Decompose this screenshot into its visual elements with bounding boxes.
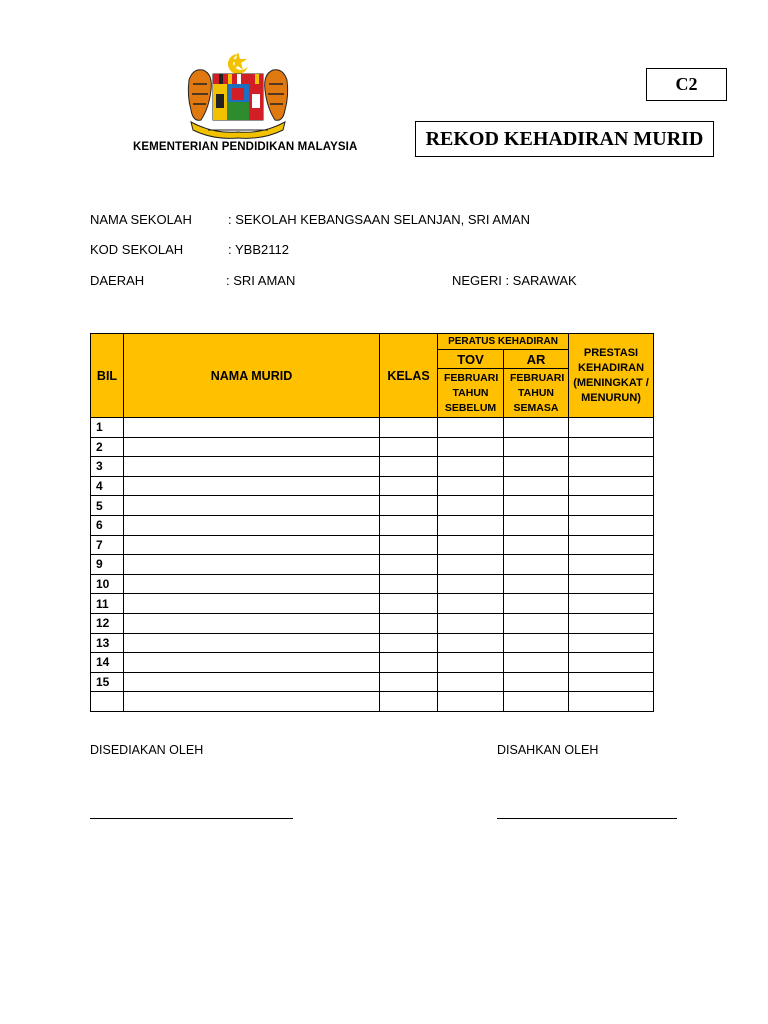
class-cell[interactable]	[380, 672, 438, 692]
table-row	[91, 437, 654, 457]
class-cell[interactable]	[380, 515, 438, 535]
student-name-cell[interactable]	[124, 672, 380, 692]
tov-cell[interactable]	[438, 476, 504, 496]
student-name-cell[interactable]	[124, 496, 380, 516]
performance-cell[interactable]	[569, 653, 654, 673]
coat-of-arms-logo	[183, 50, 293, 140]
ar-cell[interactable]	[504, 476, 569, 496]
performance-cell[interactable]	[569, 633, 654, 653]
col-tov-header: TOV	[438, 350, 504, 369]
tov-cell[interactable]	[438, 594, 504, 614]
col-performance-header: PRESTASI KEHADIRAN (MENINGKAT / MENURUN)	[569, 334, 654, 418]
class-cell[interactable]	[380, 555, 438, 575]
tov-cell[interactable]	[438, 418, 504, 438]
ar-cell[interactable]	[504, 418, 569, 438]
prepared-by-signature-line	[90, 818, 293, 819]
ar-cell[interactable]	[504, 555, 569, 575]
row-number-cell: 7	[91, 535, 124, 555]
row-number-cell: 5	[91, 496, 124, 516]
tov-cell[interactable]	[438, 496, 504, 516]
col-class-header: KELAS	[380, 334, 438, 418]
ar-cell[interactable]	[504, 613, 569, 633]
row-number-cell: 4	[91, 476, 124, 496]
performance-cell[interactable]	[569, 672, 654, 692]
class-cell[interactable]	[380, 457, 438, 477]
table-row	[91, 476, 654, 496]
student-name-cell[interactable]	[124, 535, 380, 555]
ar-cell[interactable]	[504, 692, 569, 712]
performance-cell[interactable]	[569, 555, 654, 575]
class-cell[interactable]	[380, 418, 438, 438]
ar-cell[interactable]	[504, 574, 569, 594]
student-name-cell[interactable]	[124, 633, 380, 653]
table-row	[91, 672, 654, 692]
col-ar-detail-header: FEBRUARI TAHUN SEMASA	[504, 369, 569, 418]
table-row	[91, 515, 654, 535]
row-number-cell: 14	[91, 653, 124, 673]
state-text: NEGERI : SARAWAK	[452, 273, 577, 288]
class-cell[interactable]	[380, 437, 438, 457]
ar-cell[interactable]	[504, 633, 569, 653]
row-number-cell: 2	[91, 437, 124, 457]
tov-cell[interactable]	[438, 437, 504, 457]
tov-cell[interactable]	[438, 653, 504, 673]
tov-cell[interactable]	[438, 555, 504, 575]
tov-cell[interactable]	[438, 574, 504, 594]
row-number-cell: 12	[91, 613, 124, 633]
col-name-header: NAMA MURID	[124, 334, 380, 418]
col-bil-header: BIL	[91, 334, 124, 418]
ar-cell[interactable]	[504, 535, 569, 555]
student-name-cell[interactable]	[124, 515, 380, 535]
class-cell[interactable]	[380, 574, 438, 594]
ar-cell[interactable]	[504, 653, 569, 673]
prepared-by-label: DISEDIAKAN OLEH	[90, 743, 204, 757]
col-tov-detail-header: FEBRUARI TAHUN SEBELUM	[438, 369, 504, 418]
student-name-cell[interactable]	[124, 692, 380, 712]
school-name-value: : SEKOLAH KEBANGSAAN SELANJAN, SRI AMAN	[228, 212, 530, 227]
row-number-cell: 9	[91, 555, 124, 575]
student-name-cell[interactable]	[124, 653, 380, 673]
table-row	[91, 496, 654, 516]
district-label: DAERAH	[90, 273, 145, 288]
performance-cell[interactable]	[569, 437, 654, 457]
class-cell[interactable]	[380, 476, 438, 496]
performance-cell[interactable]	[569, 535, 654, 555]
performance-cell[interactable]	[569, 457, 654, 477]
school-name-label: NAMA SEKOLAH	[90, 212, 192, 227]
row-number-cell: 11	[91, 594, 124, 614]
performance-cell[interactable]	[569, 594, 654, 614]
tov-cell[interactable]	[438, 613, 504, 633]
tov-cell[interactable]	[438, 457, 504, 477]
table-row	[91, 653, 654, 673]
attendance-table	[90, 333, 654, 712]
table-body	[91, 418, 654, 712]
ar-cell[interactable]	[504, 672, 569, 692]
class-cell[interactable]	[380, 653, 438, 673]
table-row	[91, 594, 654, 614]
row-number-cell: 6	[91, 515, 124, 535]
student-name-cell[interactable]	[124, 613, 380, 633]
class-cell[interactable]	[380, 613, 438, 633]
ar-cell[interactable]	[504, 457, 569, 477]
row-number-cell: 15	[91, 672, 124, 692]
row-number-cell	[91, 692, 124, 712]
col-ar-header: AR	[504, 350, 569, 369]
class-cell[interactable]	[380, 594, 438, 614]
student-name-cell[interactable]	[124, 437, 380, 457]
ar-cell[interactable]	[504, 594, 569, 614]
performance-cell[interactable]	[569, 418, 654, 438]
table-row	[91, 457, 654, 477]
table-row	[91, 418, 654, 438]
ministry-name: KEMENTERIAN PENDIDIKAN MALAYSIA	[133, 141, 358, 153]
school-code-label: KOD SEKOLAH	[90, 242, 184, 257]
ar-cell[interactable]	[504, 437, 569, 457]
table-row	[91, 555, 654, 575]
verified-by-signature-line	[497, 818, 677, 819]
performance-cell[interactable]	[569, 613, 654, 633]
student-name-cell[interactable]	[124, 418, 380, 438]
performance-cell[interactable]	[569, 496, 654, 516]
verified-by-label: DISAHKAN OLEH	[497, 743, 599, 757]
district-value: : SRI AMAN	[226, 273, 296, 288]
performance-cell[interactable]	[569, 515, 654, 535]
table-row	[91, 574, 654, 594]
table-row	[91, 692, 654, 712]
student-name-cell[interactable]	[124, 457, 380, 477]
tov-cell[interactable]	[438, 692, 504, 712]
performance-cell[interactable]	[569, 574, 654, 594]
tov-cell[interactable]	[438, 535, 504, 555]
row-number-cell: 1	[91, 418, 124, 438]
class-cell[interactable]	[380, 692, 438, 712]
class-cell[interactable]	[380, 535, 438, 555]
class-cell[interactable]	[380, 496, 438, 516]
row-number-cell: 13	[91, 633, 124, 653]
tov-cell[interactable]	[438, 515, 504, 535]
tov-cell[interactable]	[438, 672, 504, 692]
performance-cell[interactable]	[569, 476, 654, 496]
ar-cell[interactable]	[504, 515, 569, 535]
student-name-cell[interactable]	[124, 555, 380, 575]
performance-cell[interactable]	[569, 692, 654, 712]
student-name-cell[interactable]	[124, 594, 380, 614]
ar-cell[interactable]	[504, 496, 569, 516]
row-number-cell: 10	[91, 574, 124, 594]
student-name-cell[interactable]	[124, 574, 380, 594]
class-cell[interactable]	[380, 633, 438, 653]
table-row	[91, 535, 654, 555]
tov-cell[interactable]	[438, 633, 504, 653]
table-row	[91, 613, 654, 633]
student-name-cell[interactable]	[124, 476, 380, 496]
form-code-box: C2	[646, 68, 727, 101]
col-percent-group-header: PERATUS KEHADIRAN	[438, 334, 569, 350]
row-number-cell: 3	[91, 457, 124, 477]
table-row	[91, 633, 654, 653]
school-code-value: : YBB2112	[228, 242, 289, 257]
form-title: REKOD KEHADIRAN MURID	[415, 121, 714, 157]
